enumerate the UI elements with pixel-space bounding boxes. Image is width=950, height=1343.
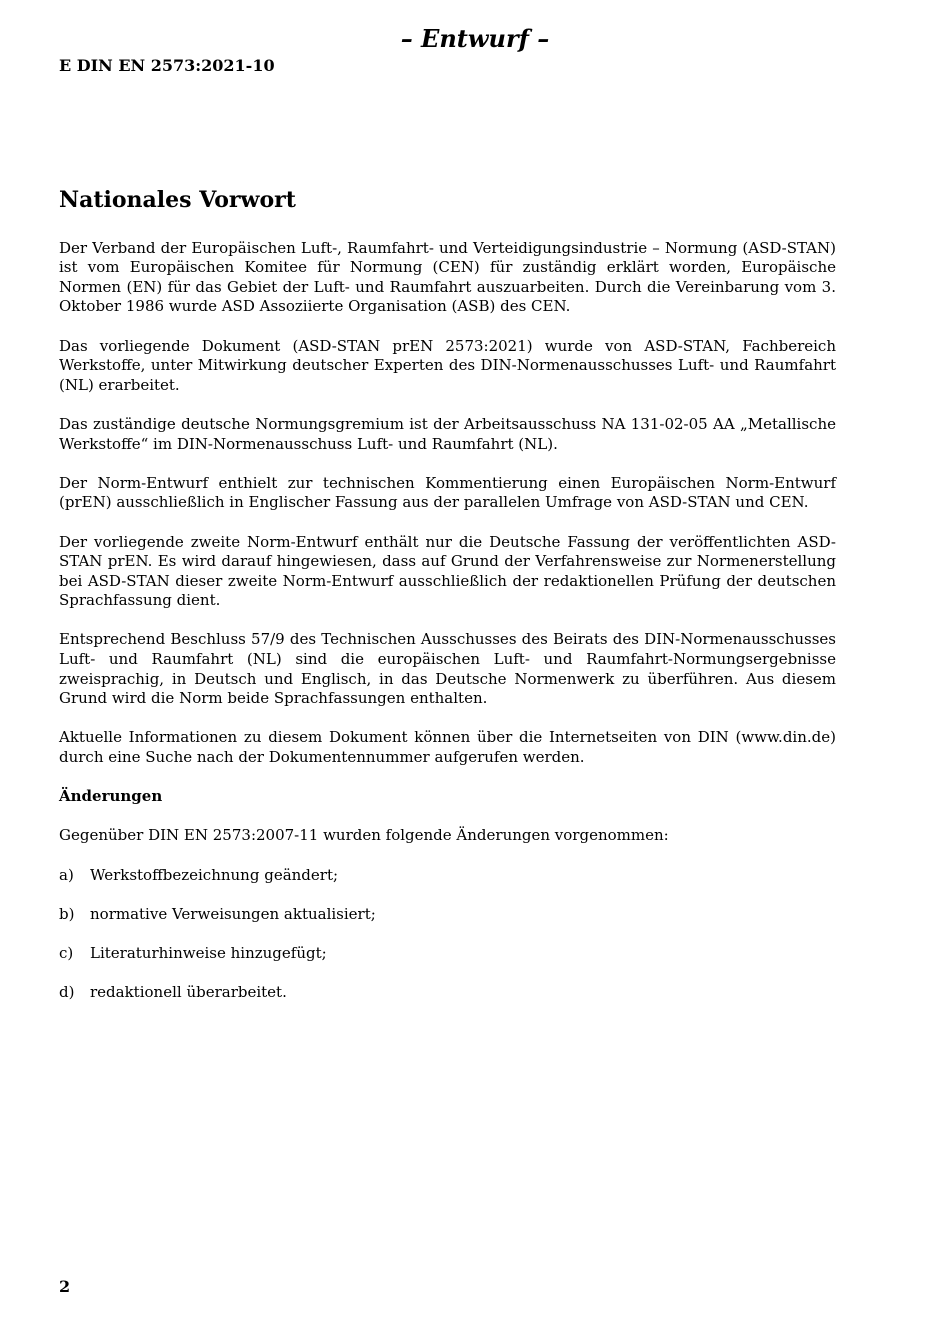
page-number: 2	[59, 1277, 71, 1296]
document-id: E DIN EN 2573:2021-10	[59, 56, 275, 75]
section-title: Nationales Vorwort	[59, 187, 296, 213]
paragraph: Entsprechend Beschluss 57/9 des Technischen Ausschusses des Beirats des DIN-Normenausschusses Luft- und Raumfahrt (NL) sind die europäischen Luft- und Raumfahrt-Normungsergebnisse zweisprachig, in Deutsch und Englisch, in das Deutsche Normenwerk zu überführen. Aus diesem Grund wird die Norm beide Sprachfassungen enthalten.	[59, 630, 836, 708]
paragraph: Der vorliegende zweite Norm-Entwurf enthält nur die Deutsche Fassung der veröffentlichten ASD-STAN prEN. Es wird darauf hingewiesen, dass auf Grund der Verfahrensweise zur Normenerstellung bei ASD-STAN dieser zweite Norm-Entwurf ausschließlich der redaktionellen Prüfung der deutschen Sprachfassung dient.	[59, 532, 836, 610]
list-item	[59, 944, 836, 964]
changes-list	[59, 866, 836, 1003]
list-item-text: redaktionell überarbeitet.	[90, 983, 287, 1002]
list-marker: a)	[59, 865, 74, 884]
paragraph: Das vorliegende Dokument (ASD-STAN prEN 2573:2021) wurde von ASD-STAN, Fachbereich Werkstoffe, unter Mitwirkung deutscher Experten des DIN-Normenausschusses Luft- und Raumfahrt (NL) erarbeitet.	[59, 336, 836, 394]
changes-intro: Gegenüber DIN EN 2573:2007-11 wurden folgende Änderungen vorgenommen:	[59, 826, 669, 845]
list-item	[59, 905, 836, 925]
list-marker: c)	[59, 943, 74, 962]
list-marker: d)	[59, 983, 75, 1002]
list-item-text: normative Verweisungen aktualisiert;	[90, 904, 376, 923]
list-item-text: Literaturhinweise hinzugefügt;	[90, 943, 327, 962]
paragraph: Der Norm-Entwurf enthielt zur technischen Kommentierung einen Europäischen Norm-Entwurf (prEN) ausschließlich in Englischer Fassung aus der parallelen Umfrage von ASD-STAN und CEN.	[59, 473, 836, 512]
draft-mark: – Entwurf –	[400, 24, 550, 53]
list-item-text: Werkstoffbezeichnung geändert;	[90, 865, 339, 884]
paragraph: Der Verband der Europäischen Luft-, Raumfahrt- und Verteidigungsindustrie – Normung (ASD-STAN) ist vom Europäischen Komitee für Normung (CEN) für zuständig erklärt worden, Europäische Normen (EN) für das Gebiet der Luft- und Raumfahrt auszuarbeiten. Durch die Vereinbarung vom 3. Oktober 1986 wurde ASD Assoziierte Organisation (ASB) des CEN.	[59, 238, 836, 316]
foreword-section	[59, 186, 836, 1022]
list-item	[59, 983, 836, 1003]
paragraph: Das zuständige deutsche Normungsgremium ist der Arbeitsausschuss NA 131-02-05 AA „Metallische Werkstoffe“ im DIN-Normenausschuss Luft- und Raumfahrt (NL).	[59, 414, 836, 453]
list-item	[59, 866, 836, 886]
list-marker: b)	[59, 904, 75, 923]
changes-heading: Änderungen	[59, 787, 163, 806]
paragraph: Aktuelle Informationen zu diesem Dokument können über die Internetseiten von DIN (www.din.de) durch eine Suche nach der Dokumentennummer aufgerufen werden.	[59, 728, 836, 767]
